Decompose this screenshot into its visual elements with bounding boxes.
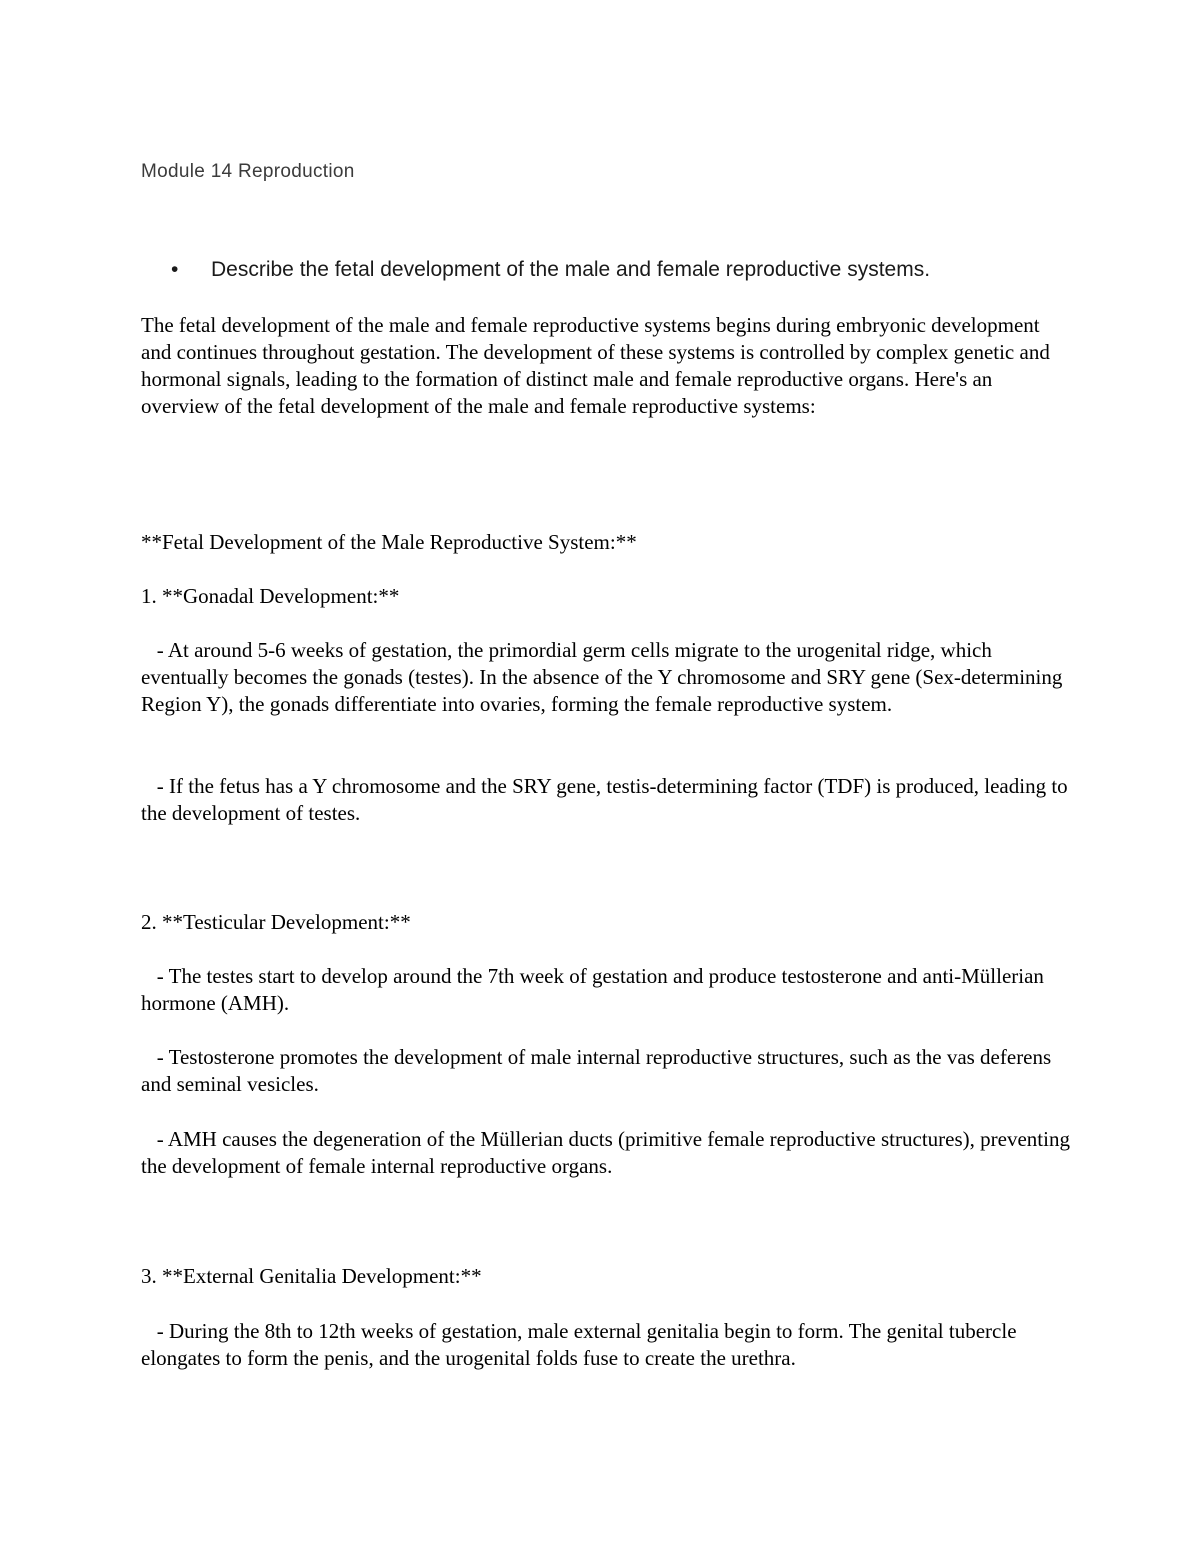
item-2-paragraph-3: - AMH causes the degeneration of the Müllerian ducts (primitive female reproductive structures), preventing the development of female internal reproductive organs. [141,1127,1076,1178]
bullet-icon: • [171,258,179,281]
item-2-paragraph-1: - The testes start to develop around the 7th week of gestation and produce testosterone and anti-Müllerian hormone (AMH). [141,964,1050,1015]
intro-paragraph: The fetal development of the male and female reproductive systems begins during embryonic development and continues throughout gestation. The development of these systems is controlled by complex genetic and hormonal signals, leading to the formation of distinct male and female reproductive organs. Here's an overview of the fetal development of the male and female reproductive systems: [141,313,1050,418]
item-1-paragraph-1: - At around 5-6 weeks of gestation, the primordial germ cells migrate to the urogenital ridge, which eventually becomes the gonads (testes). In the absence of the Y chromosome and SRY gene (Sex-determining Region Y), the gonads differentiate into ovaries, forming the female reproductive system. [141,638,1068,716]
item-3-paragraph-1: - During the 8th to 12th weeks of gestation, male external genitalia begin to form. The genital tubercle elongates to form the penis, and the urogenital folds fuse to create the urethra. [141,1319,1022,1370]
bullet-text: Describe the fetal development of the male and female reproductive systems. [211,258,931,281]
item-2-title: 2. **Testicular Development:** [141,910,411,934]
item-1-paragraph-2: - If the fetus has a Y chromosome and the SRY gene, testis-determining factor (TDF) is produced, leading to the development of testes. [141,774,1073,825]
item-1-title: 1. **Gonadal Development:** [141,584,400,608]
item-2-paragraph-2: - Testosterone promotes the development of male internal reproductive structures, such as the vas deferens and seminal vesicles. [141,1045,1057,1096]
section-title: **Fetal Development of the Male Reproductive System:** [141,530,637,554]
item-3-title: 3. **External Genitalia Development:** [141,1264,482,1288]
page-title: Module 14 Reproduction [141,161,355,182]
